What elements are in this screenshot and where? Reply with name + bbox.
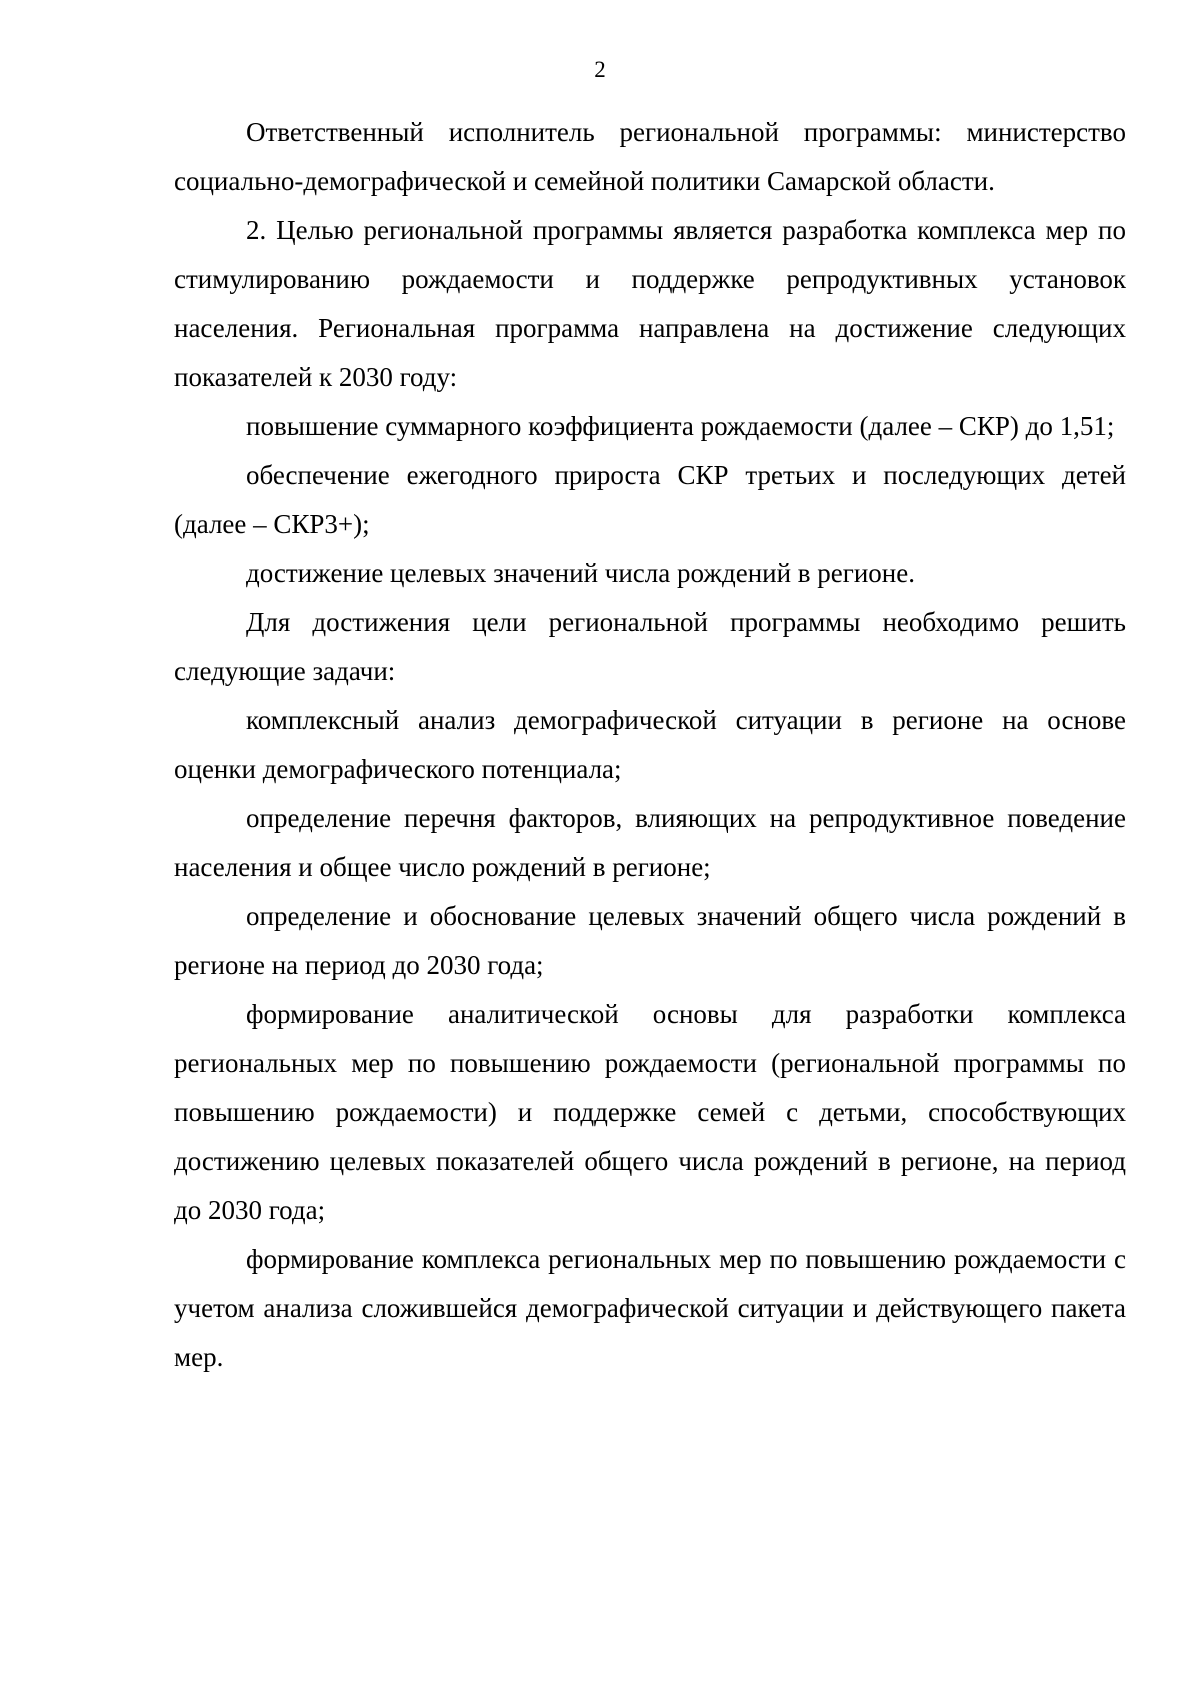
paragraph-responsible-executor: Ответственный исполнитель региональной программы: министерство социально-демографической и семейной политики Самарской области. xyxy=(174,117,1126,196)
paragraph-target-births: достижение целевых значений числа рождений в регионе. xyxy=(246,558,915,588)
paragraph-program-goal: 2. Целью региональной программы является разработка комплекса мер по стимулированию рождаемости и поддержке репродуктивных установок населения. Региональная программа направлена на достижение следующих показателей к 2030 году: xyxy=(174,215,1126,392)
paragraph-task-analysis: комплексный анализ демографической ситуации в регионе на основе оценки демографического потенциала; xyxy=(174,705,1126,784)
paragraph-target-tfr: повышение суммарного коэффициента рождаемости (далее – СКР) до 1,51; xyxy=(246,411,1115,441)
paragraph-task-targets: определение и обоснование целевых значений общего числа рождений в регионе на период до 2030 года; xyxy=(174,901,1126,980)
document-body xyxy=(174,108,1126,1382)
paragraph-task-factors: определение перечня факторов, влияющих на репродуктивное поведение населения и общее число рождений в регионе; xyxy=(174,803,1126,882)
paragraph-target-tfr3: обеспечение ежегодного прироста СКР третьих и последующих детей (далее – СКР3+); xyxy=(174,460,1126,539)
paragraph-tasks-intro: Для достижения цели региональной программы необходимо решить следующие задачи: xyxy=(174,607,1126,686)
page-number: 2 xyxy=(594,57,606,82)
paragraph-task-analytic-basis: формирование аналитической основы для разработки комплекса региональных мер по повышению рождаемости (региональной программы по повышению рождаемости) и поддержке семей с детьми, способствующих достижению целевых показателей общего числа рождений в регионе, на период до 2030 года; xyxy=(174,999,1126,1225)
paragraph-task-measures: формирование комплекса региональных мер по повышению рождаемости с учетом анализа сложившейся демографической ситуации и действующего пакета мер. xyxy=(174,1244,1126,1372)
